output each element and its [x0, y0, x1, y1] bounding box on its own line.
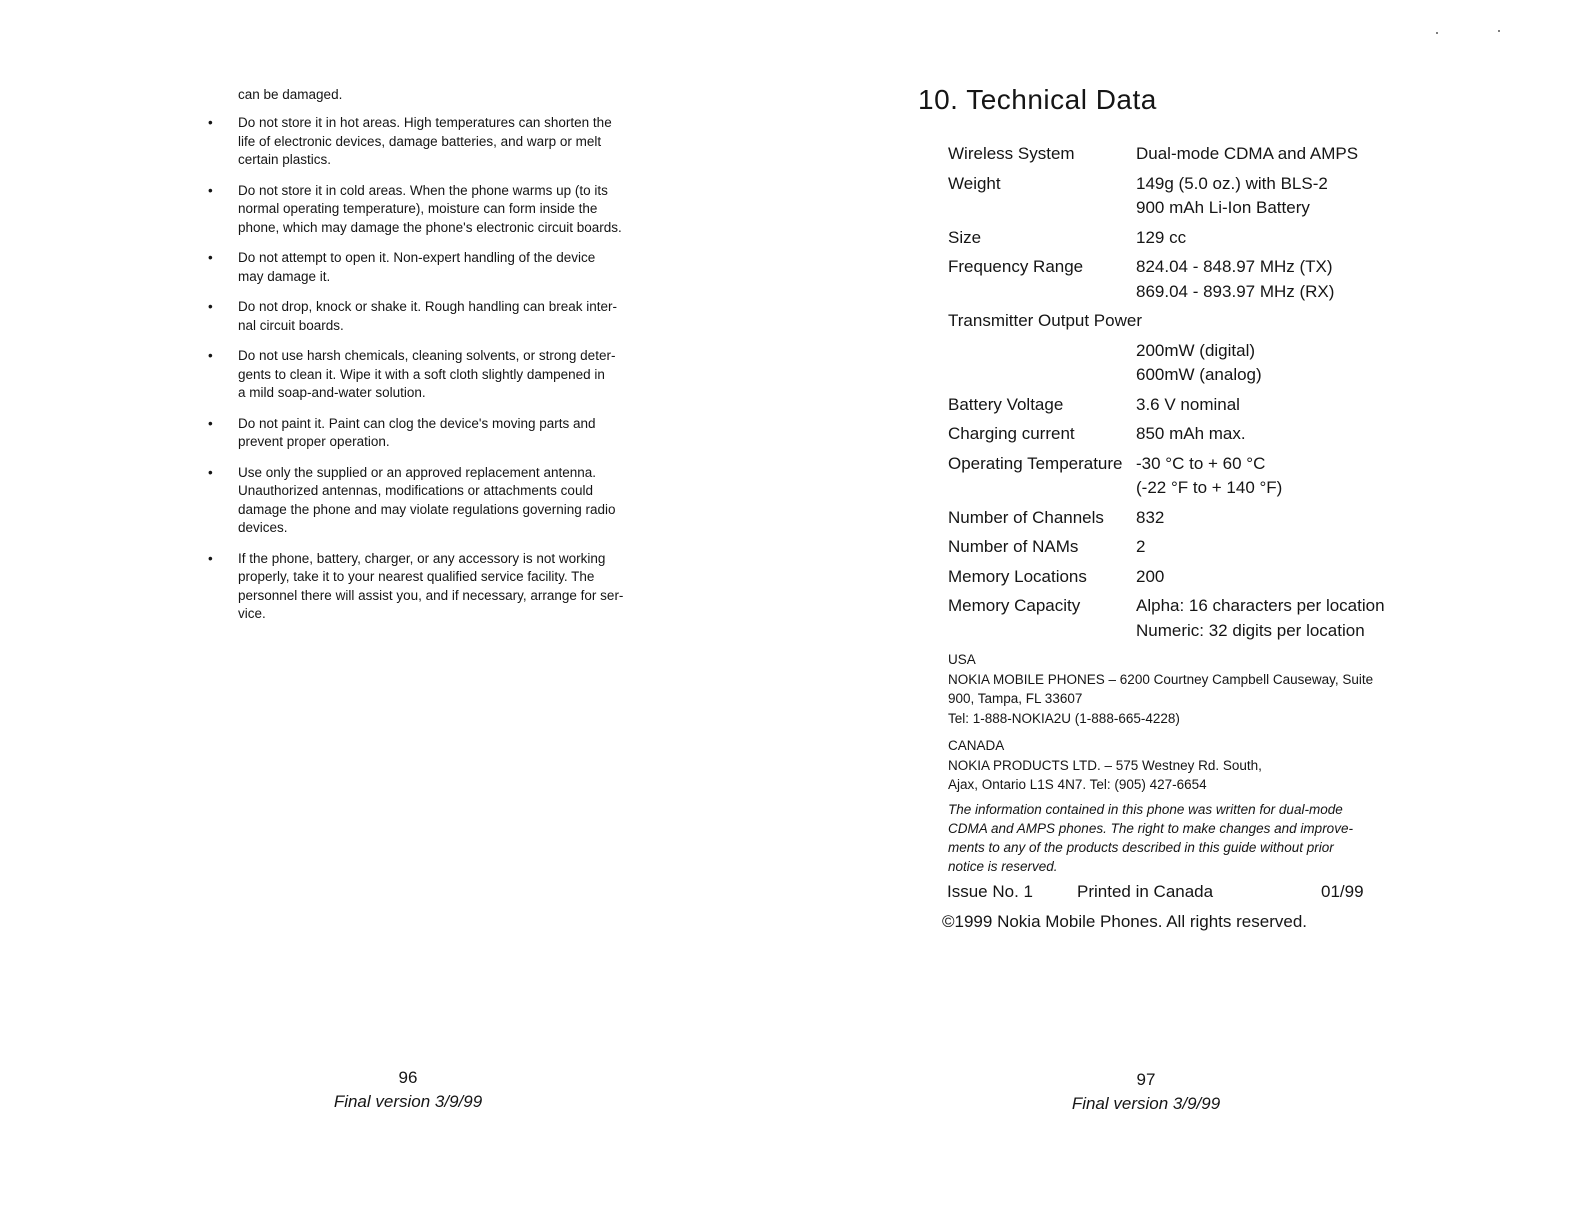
bullet-icon: • — [208, 250, 213, 265]
page-footer — [258, 1066, 558, 1114]
contact-country: USA — [948, 652, 976, 667]
disclaimer-text: The information contained in this phone was written for dual-mode CDMA and AMPS phones. The right to make changes and improve- ments to any of the products described in this guide without prior notice is reserved. — [948, 802, 1353, 874]
table-row — [948, 422, 1428, 452]
continued-text: can be damaged. — [238, 87, 343, 102]
table-row — [948, 172, 1428, 226]
spec-value: Alpha: 16 characters per location Numeric: 32 digits per location — [1136, 596, 1385, 640]
list-item-text: Do not store it in hot areas. High temperatures can shorten the life of electronic devices, damage batteries, and warp or melt certain plastics. — [238, 115, 612, 167]
bullet-icon: • — [208, 115, 213, 130]
section-title: 10. Technical Data — [918, 84, 1157, 115]
issue-date: 01/99 — [1321, 882, 1364, 901]
list-item — [0, 182, 660, 238]
table-row — [948, 255, 1428, 309]
bullet-icon: • — [208, 415, 213, 431]
list-item-text: Do not drop, knock or shake it. Rough handling can break inter- nal circuit boards. — [238, 299, 617, 333]
spec-label-spacer — [948, 339, 1136, 393]
spec-label: Frequency Range — [948, 257, 1084, 276]
spec-label: Charging current — [948, 424, 1075, 443]
contact-addresses — [948, 650, 1408, 803]
contact-canada — [948, 736, 1408, 795]
spec-label: Memory Locations — [948, 566, 1087, 586]
list-item-text: If the phone, battery, charger, or any accessory is not working properly, take it to your nearest qualified service facility. The personnel there will assist you, and if necessary, arrange for ser- vice. — [238, 550, 624, 621]
list-item-text: Do not store it in cold areas. When the phone warms up (to its normal operating temperature), moisture can form inside the phone, which may damage the phone's electronic circuit boards. — [238, 182, 622, 235]
list-item — [0, 464, 660, 538]
issue-number: Issue No. 1 — [947, 882, 1033, 901]
printed-location: Printed in Canada — [1077, 882, 1214, 901]
bullet-icon: • — [208, 464, 213, 480]
table-row — [948, 339, 1428, 393]
table-row — [948, 226, 1428, 256]
spec-label: Transmitter Output Power — [948, 311, 1142, 330]
spec-value: -30 °C to + 60 °C (-22 °F to + 140 °F) — [1136, 453, 1283, 497]
list-item — [0, 298, 660, 335]
contact-country: CANADA — [948, 738, 1005, 753]
spec-label: Battery Voltage — [948, 394, 1064, 414]
contact-details: NOKIA PRODUCTS LTD. – 575 Westney Rd. South, Ajax, Ontario L1S 4N7. Tel: (905) 427-6654 — [948, 757, 1262, 792]
list-item-text: Do not use harsh chemicals, cleaning solvents, or strong deter- gents to clean it. Wipe it with a soft cloth slightly dampened in a mild soap-and-water solution. — [238, 348, 616, 400]
table-row — [948, 142, 1428, 172]
spec-value: 2 — [1136, 537, 1146, 556]
version-note: Final version 3/9/99 — [333, 1092, 483, 1111]
spec-value: 200mW (digital) 600mW (analog) — [1136, 340, 1262, 384]
bullet-icon: • — [208, 348, 213, 363]
page-number: 96 — [398, 1068, 418, 1087]
scan-speck — [1436, 32, 1438, 34]
technical-data-table — [948, 142, 1428, 648]
table-row — [948, 594, 1428, 648]
page-footer — [996, 1068, 1296, 1116]
table-row — [948, 506, 1428, 536]
list-item — [0, 347, 660, 403]
spec-value: 832 — [1136, 507, 1165, 527]
care-instructions-list — [0, 114, 660, 636]
spec-value: 149g (5.0 oz.) with BLS-2 900 mAh Li-Ion Battery — [1136, 173, 1328, 217]
spec-label: Operating Temperature — [948, 453, 1123, 473]
bullet-icon: • — [208, 299, 213, 314]
bullet-icon: • — [208, 550, 213, 566]
table-row — [948, 393, 1428, 423]
list-item-text: Do not paint it. Paint can clog the device's moving parts and prevent proper operation. — [238, 415, 596, 449]
spec-label: Size — [948, 227, 982, 247]
scan-speck — [1498, 30, 1500, 32]
table-row — [948, 452, 1428, 506]
table-row — [948, 535, 1428, 565]
table-row — [948, 309, 1428, 339]
spec-label: Memory Capacity — [948, 596, 1081, 615]
spec-value: 3.6 V nominal — [1136, 394, 1240, 414]
list-item — [0, 550, 660, 624]
list-item-text: Do not attempt to open it. Non-expert handling of the device may damage it. — [238, 250, 596, 284]
list-item-text: Use only the supplied or an approved replacement antenna. Unauthorized antennas, modifications or attachments could damage the phone and may violate regulations governing radio devices. — [238, 464, 616, 535]
right-page — [792, 0, 1584, 1224]
spec-value: 200 — [1136, 566, 1165, 586]
page-number: 97 — [1136, 1070, 1156, 1089]
spec-label: Weight — [948, 173, 1001, 193]
list-item — [0, 415, 660, 452]
copyright-notice: ©1999 Nokia Mobile Phones. All rights reserved. — [942, 912, 1307, 931]
contact-usa — [948, 650, 1408, 728]
spec-label: Number of NAMs — [948, 537, 1079, 556]
spec-value: 129 cc — [1136, 227, 1187, 247]
spec-value: 850 mAh max. — [1136, 424, 1246, 443]
table-row — [948, 565, 1428, 595]
spec-value: Dual-mode CDMA and AMPS — [1136, 144, 1359, 163]
version-note: Final version 3/9/99 — [1071, 1094, 1221, 1113]
bullet-icon: • — [208, 182, 213, 198]
spec-value: 824.04 - 848.97 MHz (TX) 869.04 - 893.97 MHz (RX) — [1136, 257, 1335, 301]
spec-label: Number of Channels — [948, 507, 1104, 527]
contact-details: NOKIA MOBILE PHONES – 6200 Courtney Campbell Causeway, Suite 900, Tampa, FL 33607 Tel: 1-888-NOKIA2U (1-888-665-4228) — [948, 671, 1374, 726]
list-item — [0, 114, 660, 170]
list-item — [0, 249, 660, 286]
spec-label: Wireless System — [948, 144, 1075, 163]
